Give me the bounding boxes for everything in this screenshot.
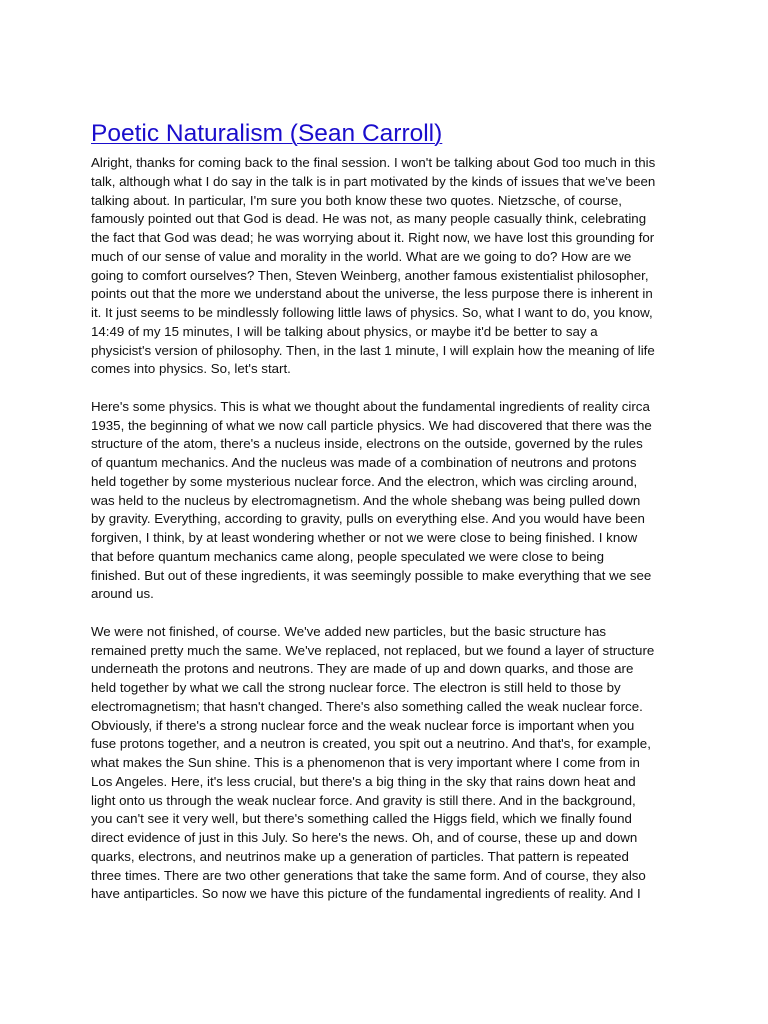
paragraph-line: structure of the atom, there's a nucleus inside, electrons on the outside, governed by the rules [91,436,643,452]
paragraph-line: finished. But out of these ingredients, it was seemingly possible to make everything that we see [91,567,652,583]
paragraph-line: light onto us through the weak nuclear force. And gravity is still there. And in the background, [91,792,636,808]
paragraph-line: you can't see it very well, but there's something called the Higgs field, which we finally found [91,811,632,827]
paragraph-line: it. It just seems to be mindlessly following little laws of physics. So, what I want to do, you know, [91,305,653,320]
paragraph-line: have antiparticles. So now we have this picture of the fundamental ingredients of reality. And I [91,886,641,902]
paragraph-line: comes into physics. So, let's start. [91,361,291,377]
paragraph-line: Los Angeles. Here, it's less crucial, but there's a big thing in the sky that rains down heat and [91,773,636,789]
paragraph-line: going to comfort ourselves? Then, Steven Weinberg, another famous existentialist philosopher, [91,267,649,283]
paragraph-line: held together by some mysterious nuclear force. And the electron, which was circling around, [91,473,638,489]
document-title-link[interactable]: Poetic Naturalism (Sean Carroll) [91,120,443,147]
paragraph-line: that before quantum mechanics came along, people speculated we were close to being [91,548,604,564]
paragraph-line: Obviously, if there's a strong nuclear force and the weak nuclear force is important when you [91,717,635,733]
paragraph-line: the fact that God was dead; he was worrying about it. Right now, we have lost this grounding for [91,230,655,245]
paragraph-line: much of our sense of value and morality in the world. What are we going to do? How are we [91,248,632,264]
paragraph-line: physicist's version of philosophy. Then, in the last 1 minute, I will explain how the meaning of life [91,342,655,358]
paragraph-line: talk, although what I do say in the talk is in part motivated by the kinds of issues that we've been [91,173,656,189]
document-page [91,118,683,923]
paragraph-line: remained pretty much the same. We've replaced, not replaced, but we found a layer of structure [91,642,655,658]
paragraph-line: held together by what we call the strong nuclear force. The electron is still held to those by [91,680,621,695]
paragraph-line: Alright, thanks for coming back to the final session. I won't be talking about God too much in this [91,155,656,170]
paragraph-line: quarks, electrons, and neutrinos make up a generation of particles. That pattern is repeated [91,848,629,864]
paragraph-line: points out that the more we understand about the universe, the less purpose there is inherent in [91,286,653,302]
paragraph-line: fuse protons together, and a neutron is created, you spit out a neutrino. And that's, for example, [91,736,651,752]
paragraph-line: Here's some physics. This is what we thought about the fundamental ingredients of reality circa [91,398,650,414]
paragraph-line: was held to the nucleus by electromagnetism. And the whole shebang was being pulled down [91,492,641,508]
paragraph-3 [91,623,683,904]
paragraph-line: three times. There are two other generations that take the same form. And of course, they also [91,867,646,883]
paragraph-line: famously pointed out that God is dead. He was not, as many people casually think, celebrating [91,211,647,227]
paragraph-line: what makes the Sun shine. This is a phenomenon that is very important where I come from in [91,755,640,770]
paragraph-line: of quantum mechanics. And the nucleus was made of a combination of neutrons and protons [91,455,637,470]
paragraph-line: We were not finished, of course. We've added new particles, but the basic structure has [91,623,606,639]
paragraph-line: talking about. In particular, I'm sure you both know these two quotes. Nietzsche, of course, [91,192,623,208]
paragraph-2 [91,398,683,604]
paragraph-line: 14:49 of my 15 minutes, I will be talking about physics, or maybe it'd be better to say a [91,323,598,339]
document-body [91,154,683,904]
paragraph-line: 1935, the beginning of what we now call particle physics. We had discovered that there was the [91,417,652,433]
paragraph-line: direct evidence of just in this July. So here's the news. Oh, and of course, these up and down [91,830,638,845]
paragraph-line: electromagnetism; that hasn't changed. There's also something called the weak nuclear force. [91,698,643,714]
paragraph-line: underneath the protons and neutrons. They are made of up and down quarks, and those are [91,661,634,677]
paragraph-1 [91,154,683,379]
paragraph-line: around us. [91,586,154,602]
paragraph-line: forgiven, I think, by at least wondering whether or not we were close to being finished. I know [91,530,638,545]
paragraph-line: by gravity. Everything, according to gravity, pulls on everything else. And you would have been [91,511,645,527]
